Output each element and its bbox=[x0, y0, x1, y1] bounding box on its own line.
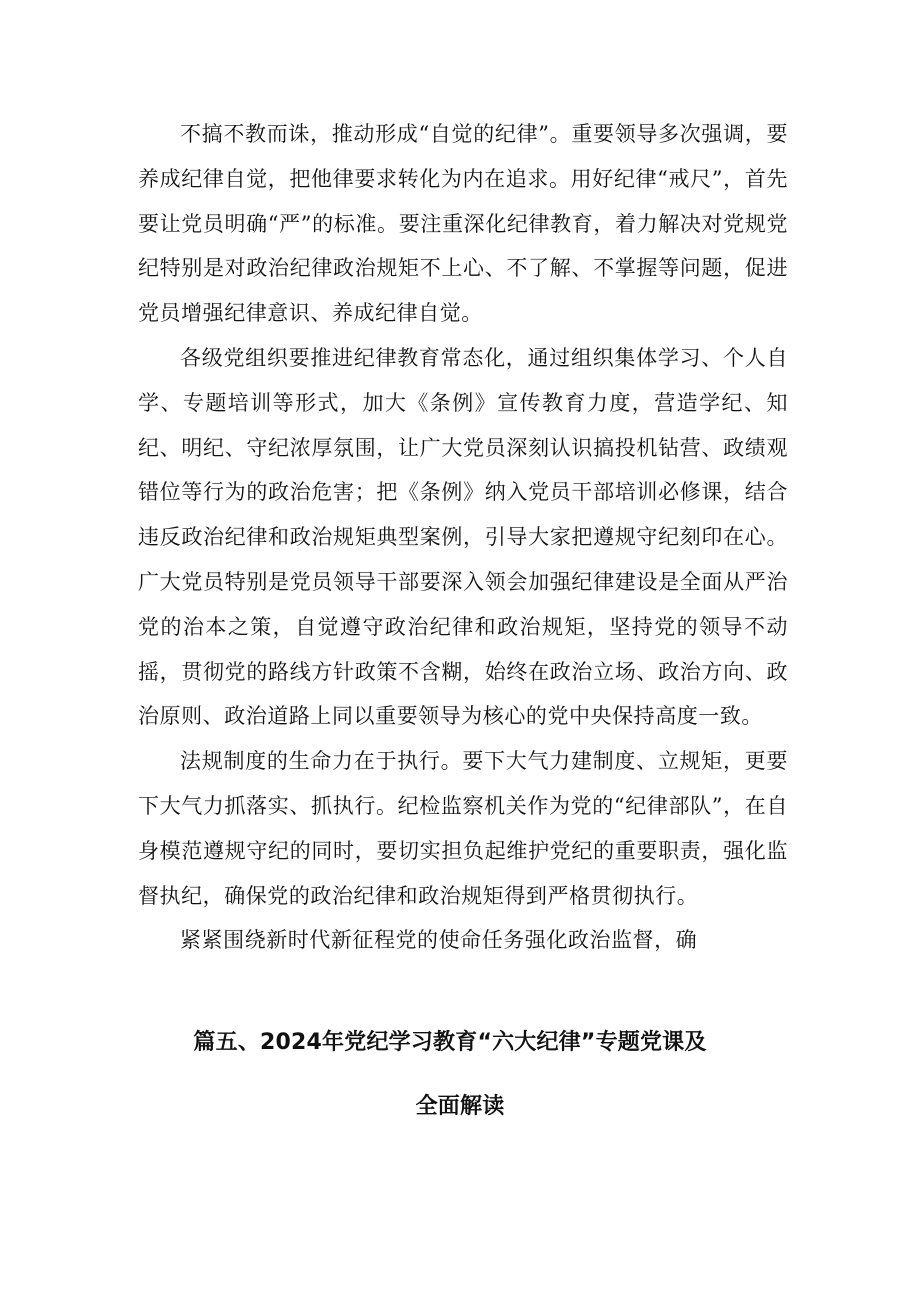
paragraph-regulation-execution: 法规制度的生命力在于执行。要下大气力建制度、立规矩，更要下大气力抓落实、抓执行。纪检监察机关作为党的“纪律部队”，在自身模范遵规守纪的同时，要切实担负起维护党纪的重要职责，强化监督执纪，确保党的政治纪律和政治规矩得到严格贯彻执行。 bbox=[138, 749, 788, 908]
paragraph-discipline-awareness: 不搞不教而诛，推动形成“自觉的纪律”。重要领导多次强调，要养成纪律自觉，把他律要求转化为内在追求。用好纪律“戒尺”，首先要让党员明确“严”的标准。要注重深化纪律教育，着力解决对党规党纪特别是对政治纪律政治规矩不上心、不了解、不掌握等问题，促进党员增强纪律意识、养成纪律自觉。 bbox=[138, 122, 788, 326]
body-text bbox=[138, 112, 788, 963]
section-heading: 篇五、2024年党纪学习教育“六大纪律”专题党课及 bbox=[193, 1030, 707, 1055]
paragraph-party-organizations: 各级党组织要推进纪律教育常态化，通过组织集体学习、个人自学、专题培训等形式，加大《条例》宣传教育力度，营造学纪、知纪、明纪、守纪浓厚氛围，让广大党员深刻认识搞投机钻营、政绩观错位等行为的政治危害；把《条例》纳入党员干部培训必修课，结合违反政治纪律和政治规矩典型案例，引导大家把遵规守纪刻印在心。广大党员特别是党员领导干部要深入领会加强纪律建设是全面从严治党的治本之策，自觉遵守政治纪律和政治规矩，坚持党的领导不动摇，贯彻党的路线方针政策不含糊，始终在政治立场、政治方向、政治原则、政治道路上同以重要领导为核心的党中央保持高度一致。 bbox=[138, 345, 788, 729]
section-heading-continued: 全面解读 bbox=[415, 1094, 505, 1119]
paragraph-political-supervision: 紧紧围绕新时代新征程党的使命任务强化政治监督，确 bbox=[180, 928, 698, 953]
